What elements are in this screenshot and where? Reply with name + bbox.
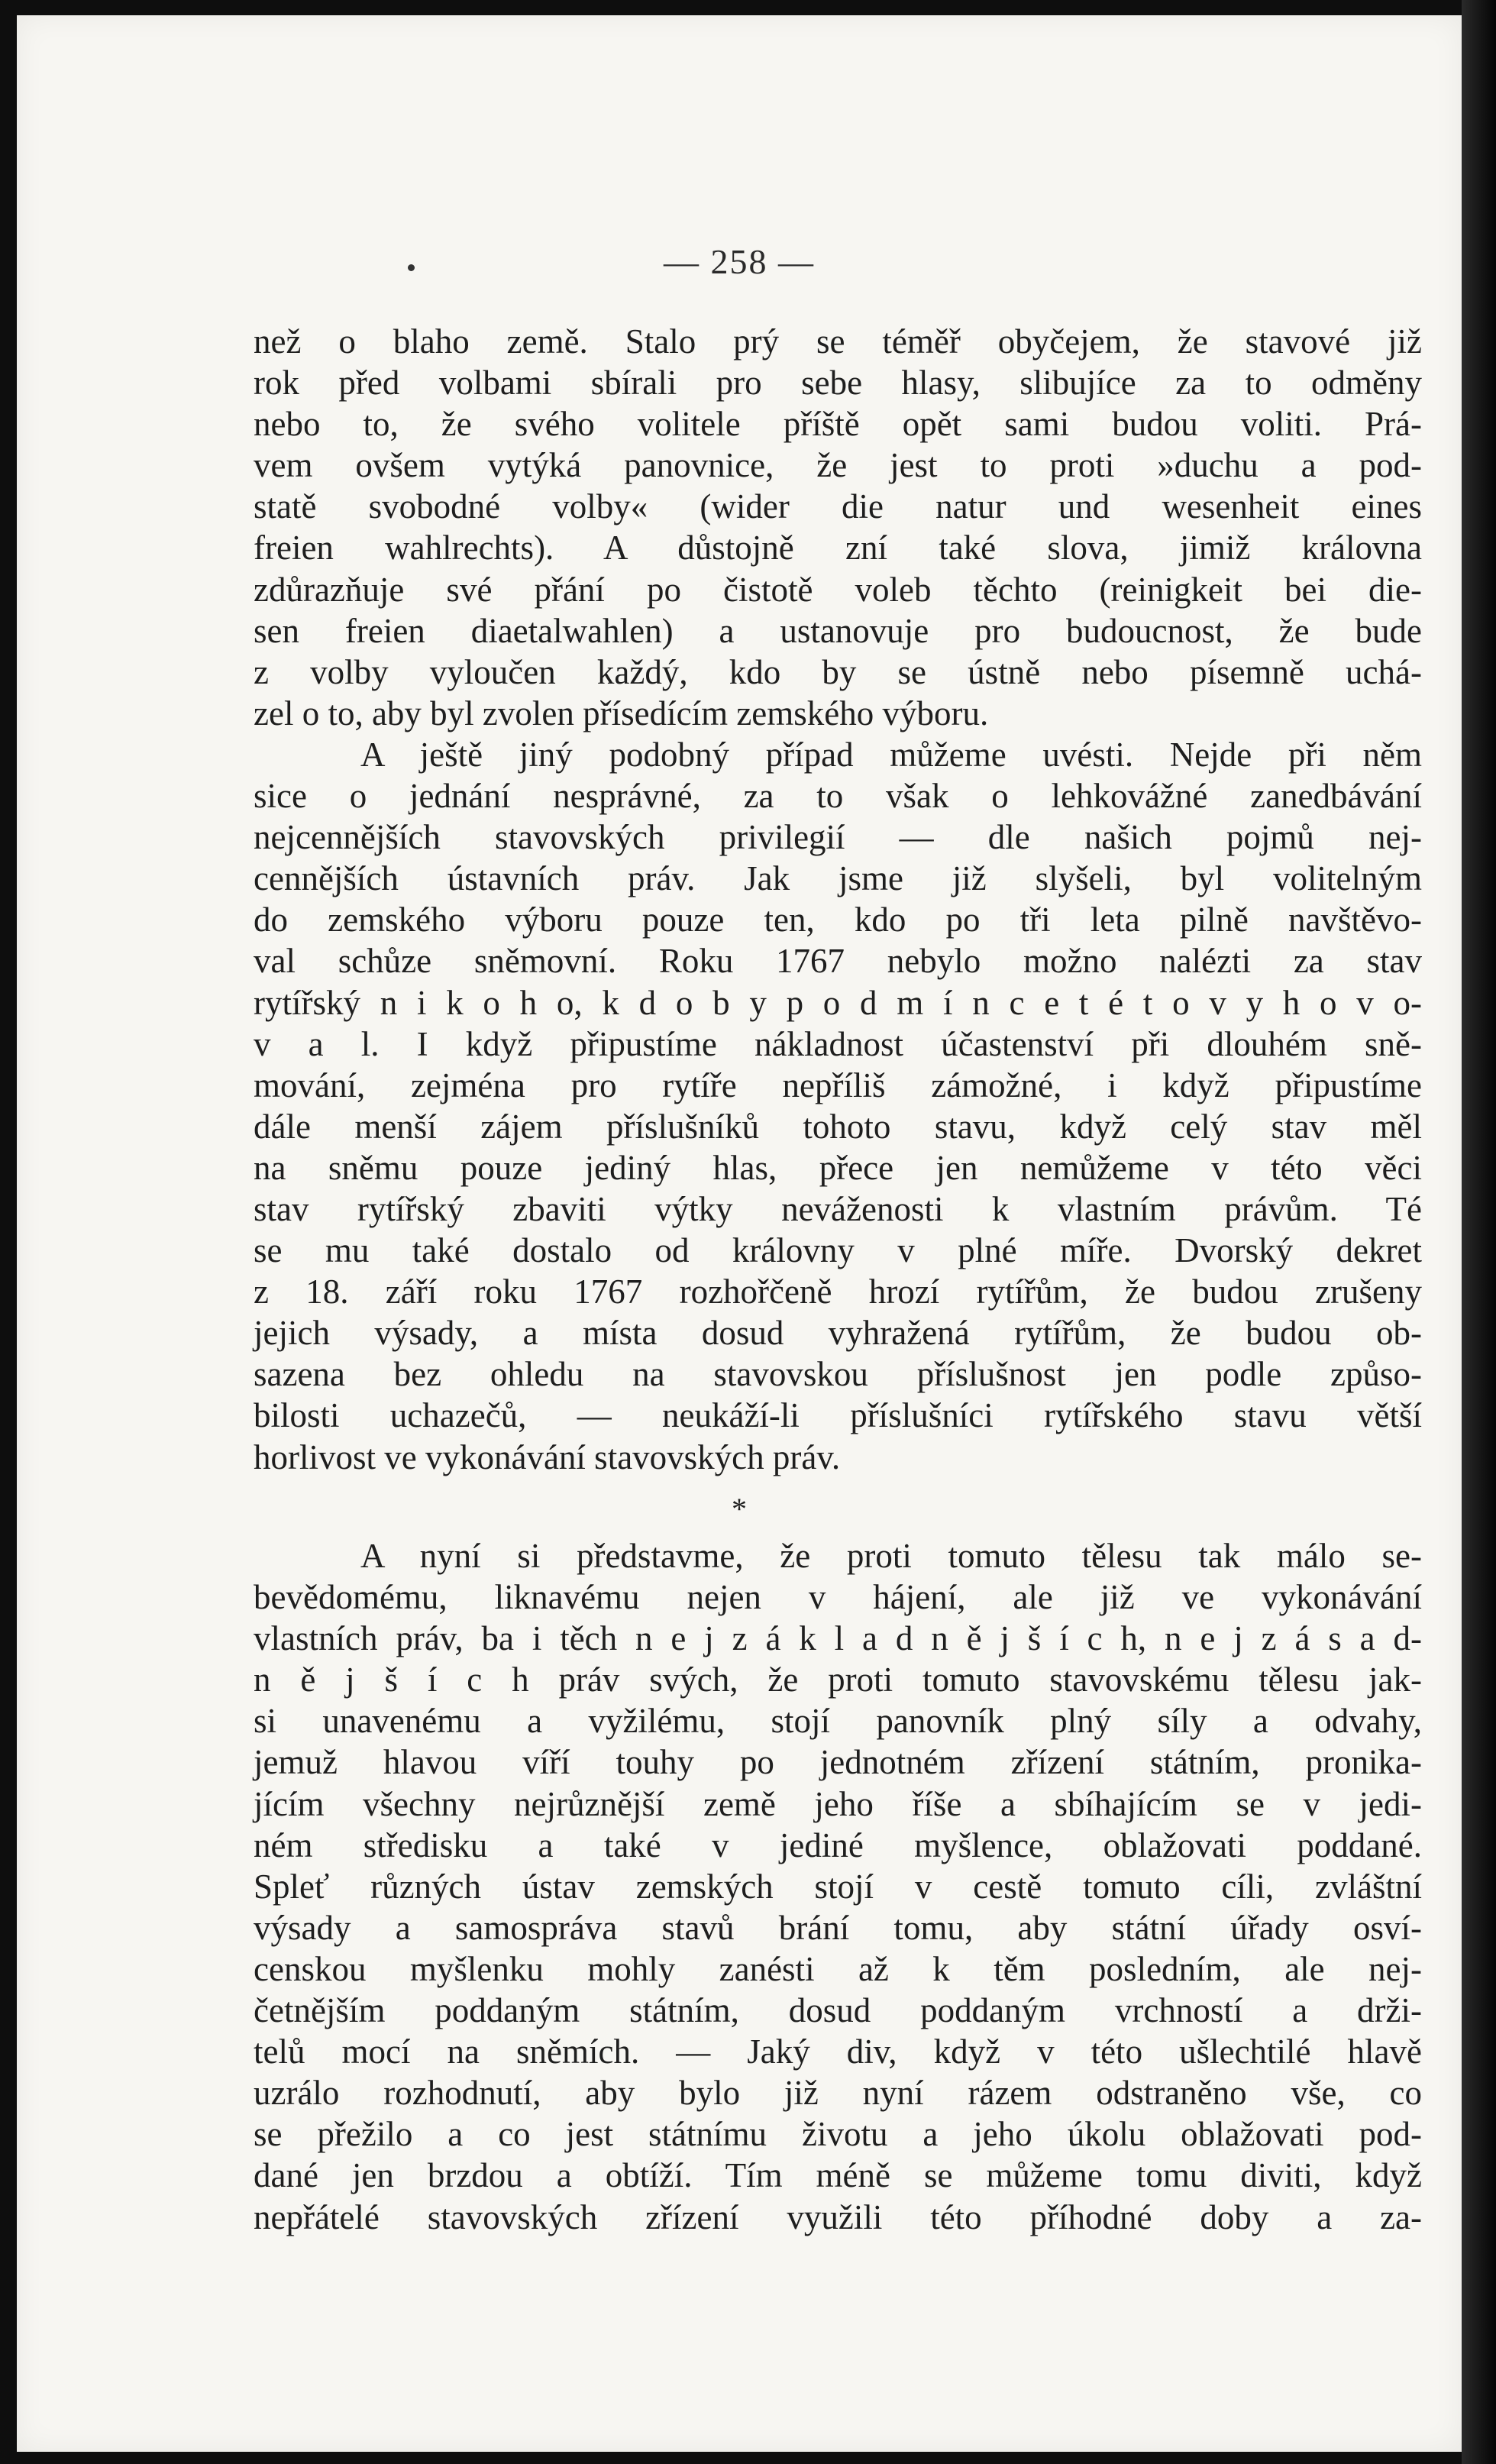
text-line: dále menší zájem příslušníků tohoto stavu, když celý stav měl <box>254 1107 1422 1146</box>
text-line: telů mocí na sněmích. — Jaký div, když v této ušlechtilé hlavě <box>254 2032 1422 2071</box>
text-line: A nyní si představme, že proti tomuto tělesu tak málo se- <box>360 1537 1422 1575</box>
text-line: četnějším poddaným státním, dosud poddaným vrchností a drži- <box>254 1991 1422 2030</box>
text-line: z 18. září roku 1767 rozhořčeně hrozí rytířům, že budou zrušeny <box>254 1272 1422 1311</box>
text-line: výsady a samospráva stavů brání tomu, aby státní úřady osví- <box>254 1908 1422 1947</box>
text-line: do zemského výboru pouze ten, kdo po tři leta pilně navštěvo- <box>254 901 1422 939</box>
text-line: vem ovšem vytýká panovnice, že jest to proti »duchu a pod- <box>254 446 1422 485</box>
text-block-upper <box>254 321 1422 1478</box>
scan-edge-shadow <box>1462 0 1496 2464</box>
text-line: na sněmu pouze jediný hlas, přece jen nemůžeme v této věci <box>254 1148 1422 1187</box>
text-block-lower <box>254 1535 1422 2238</box>
text-line: zel o to, aby byl zvolen přísedícím zemského výboru. <box>254 694 989 732</box>
paragraph-1 <box>254 321 1422 734</box>
text-line: Spleť různých ústav zemských stojí v cestě tomuto cíli, zvláštní <box>254 1867 1422 1906</box>
text-line: se mu také dostalo od královny v plné míře. Dvorský dekret <box>254 1231 1422 1270</box>
text-line: z volby vyloučen každý, kdo by se ústně nebo písemně uchá- <box>254 652 1422 691</box>
paragraph-3 <box>254 1535 1422 2238</box>
text-line: ném středisku a také v jediné myšlence, oblažovati poddané. <box>254 1825 1422 1864</box>
text-line: vlastních práv, ba i těch n e j z á k l a d n ě j š í c h, n e j z á s a d- <box>254 1619 1422 1658</box>
text-line: n ě j š í c h práv svých, že proti tomuto stavovskému tělesu jak- <box>254 1660 1422 1699</box>
text-line: dané jen brzdou a obtíží. Tím méně se můžeme tomu diviti, když <box>254 2156 1422 2195</box>
text-line: si unavenému a vyžilému, stojí panovník plný síly a odvahy, <box>254 1702 1422 1741</box>
text-line: rytířský n i k o h o, k d o b y p o d m í n c e t é t o v y h o v o- <box>254 983 1422 1022</box>
text-line: jejich výsady, a místa dosud vyhražená rytířům, že budou ob- <box>254 1314 1422 1353</box>
text-line: nejcennějších stavovských privilegií — dle našich pojmů nej- <box>254 818 1422 857</box>
text-line: se přežilo a co jest státnímu životu a jeho úkolu oblažovati pod- <box>254 2115 1422 2154</box>
text-line: bevědomému, liknavému nejen v hájení, ale již ve vykonávání <box>254 1578 1422 1617</box>
paragraph-2 <box>254 734 1422 1478</box>
text-line: freien wahlrechts). A důstojně zní také slova, jimiž královna <box>254 529 1422 567</box>
section-separator: * <box>732 1492 747 1526</box>
text-line: censkou myšlenku mohly zanésti až k těm posledním, ale nej- <box>254 1949 1422 1988</box>
book-page <box>17 15 1462 2452</box>
text-line: horlivost ve vykonávání stavovských práv. <box>254 1437 841 1476</box>
text-line: uzrálo rozhodnutí, aby bylo již nyní rázem odstraněno vše, co <box>254 2074 1422 2113</box>
text-line: mování, zejména pro rytíře nepříliš zámožné, i když připustíme <box>254 1065 1422 1104</box>
text-line: sen freien diaetalwahlen) a ustanovuje pro budoucnost, že bude <box>254 611 1422 650</box>
text-line: stav rytířský zbaviti výtky neváženosti k vlastním právům. Té <box>254 1189 1422 1228</box>
page-number: — 258 — <box>664 242 815 281</box>
text-line: statě svobodné volby« (wider die natur und wesenheit eines <box>254 487 1422 526</box>
text-line: jemuž hlavou víří touhy po jednotném zřízení státním, pronika- <box>254 1743 1422 1782</box>
text-line: nebo to, že svého volitele příště opět sami budou voliti. Prá- <box>254 405 1422 444</box>
text-line: nepřátelé stavovských zřízení využili této příhodné doby a za- <box>254 2197 1422 2236</box>
text-line: sazena bez ohledu na stavovskou příslušnost jen podle způso- <box>254 1355 1422 1394</box>
text-line: cennějších ústavních práv. Jak jsme již slyšeli, byl volitelným <box>254 859 1422 898</box>
text-line: jícím všechny nejrůznější země jeho říše a sbíhajícím se v jedi- <box>254 1784 1422 1823</box>
text-line: sice o jednání nesprávné, za to však o lehkovážné zanedbávání <box>254 777 1422 816</box>
text-line: v a l. I když připustíme nákladnost účastenství při dlouhém sně- <box>254 1024 1422 1063</box>
text-line: rok před volbami sbírali pro sebe hlasy, slibujíce za to odměny <box>254 364 1422 403</box>
text-line: val schůze sněmovní. Roku 1767 nebylo možno nalézti za stav <box>254 942 1422 981</box>
text-line: A ještě jiný podobný případ můžeme uvésti. Nejde při něm <box>360 735 1422 774</box>
text-line: než o blaho země. Stalo prý se téměř obyčejem, že stavové již <box>254 322 1422 361</box>
text-line: zdůrazňuje své přání po čistotě voleb těchto (reinigkeit bei die- <box>254 570 1422 609</box>
text-line: bilosti uchazečů, — neukáží-li příslušníci rytířského stavu větší <box>254 1396 1422 1435</box>
